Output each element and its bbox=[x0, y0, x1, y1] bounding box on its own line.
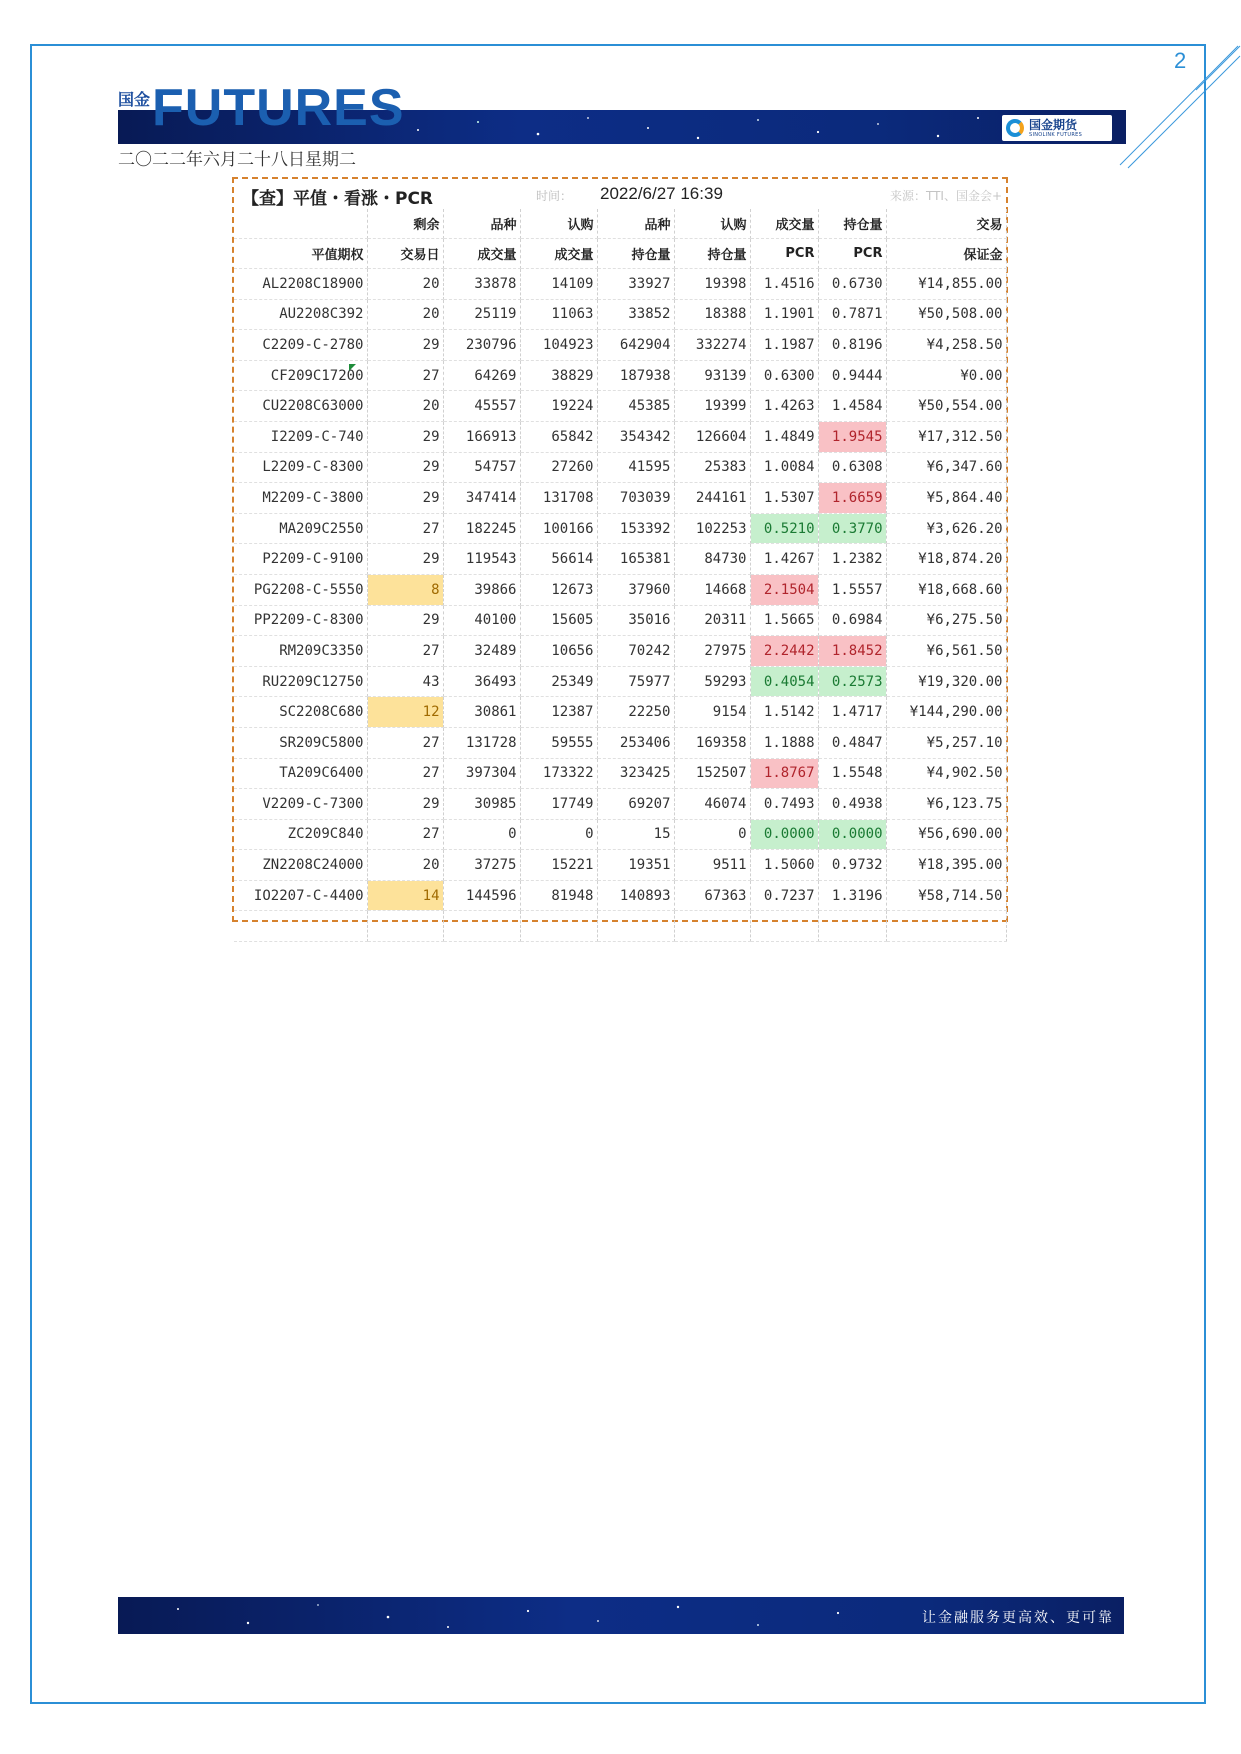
column-header: 认购 bbox=[674, 209, 750, 239]
empty-cell bbox=[818, 911, 886, 942]
column-header: 认购 bbox=[520, 209, 597, 239]
open-interest-cell: 323425 bbox=[597, 758, 674, 789]
open-interest-cell: 153392 bbox=[597, 513, 674, 544]
time-value: 2022/6/27 16:39 bbox=[600, 184, 723, 203]
table-row bbox=[234, 544, 1006, 575]
column-header bbox=[234, 209, 367, 239]
call-volume-cell: 104923 bbox=[520, 330, 597, 361]
remaining-days-cell: 29 bbox=[367, 789, 443, 820]
company-logo-cn: 国金期货 bbox=[1029, 117, 1078, 132]
option-code-cell: P2209-C-9100 bbox=[234, 544, 367, 575]
company-logo bbox=[1002, 115, 1112, 141]
volume-pcr-cell: 0.6300 bbox=[750, 360, 818, 391]
volume-pcr-cell: 2.1504 bbox=[750, 574, 818, 605]
remaining-days-cell: 8 bbox=[367, 574, 443, 605]
remaining-days-cell: 43 bbox=[367, 666, 443, 697]
option-code-cell: RU2209C12750 bbox=[234, 666, 367, 697]
call-volume-cell: 10656 bbox=[520, 636, 597, 667]
volume-cell: 45557 bbox=[443, 391, 520, 422]
volume-cell: 33878 bbox=[443, 269, 520, 300]
option-code-cell: V2209-C-7300 bbox=[234, 789, 367, 820]
column-header: 平值期权 bbox=[234, 239, 367, 269]
open-interest-cell: 75977 bbox=[597, 666, 674, 697]
source-text: 来源：TTI、国金会+ bbox=[889, 189, 1002, 203]
table-row bbox=[234, 269, 1006, 300]
open-interest-cell: 22250 bbox=[597, 697, 674, 728]
table-row bbox=[234, 391, 1006, 422]
call-volume-cell: 14109 bbox=[520, 269, 597, 300]
call-open-interest-cell: 19399 bbox=[674, 391, 750, 422]
open-interest-cell: 33852 bbox=[597, 299, 674, 330]
remaining-days-cell: 29 bbox=[367, 421, 443, 452]
table-row bbox=[234, 789, 1006, 820]
column-header: 持仓量 bbox=[818, 209, 886, 239]
column-header: 成交量 bbox=[520, 239, 597, 269]
option-code-cell: RM209C3350 bbox=[234, 636, 367, 667]
call-volume-cell: 38829 bbox=[520, 360, 597, 391]
call-volume-cell: 56614 bbox=[520, 544, 597, 575]
table-row bbox=[234, 513, 1006, 544]
open-interest-cell: 642904 bbox=[597, 330, 674, 361]
call-volume-cell: 27260 bbox=[520, 452, 597, 483]
table-row bbox=[234, 421, 1006, 452]
open-interest-cell: 69207 bbox=[597, 789, 674, 820]
volume-pcr-cell: 0.7237 bbox=[750, 880, 818, 911]
empty-cell bbox=[520, 911, 597, 942]
call-volume-cell: 15605 bbox=[520, 605, 597, 636]
oi-pcr-cell: 0.6730 bbox=[818, 269, 886, 300]
volume-cell: 36493 bbox=[443, 666, 520, 697]
volume-pcr-cell: 1.8767 bbox=[750, 758, 818, 789]
oi-pcr-cell: 0.6984 bbox=[818, 605, 886, 636]
volume-pcr-cell: 1.5665 bbox=[750, 605, 818, 636]
margin-cell: ¥5,257.10 bbox=[886, 727, 1006, 758]
call-open-interest-cell: 20311 bbox=[674, 605, 750, 636]
option-code-cell: I2209-C-740 bbox=[234, 421, 367, 452]
volume-pcr-cell: 1.4849 bbox=[750, 421, 818, 452]
table-row bbox=[234, 330, 1006, 361]
oi-pcr-cell: 0.8196 bbox=[818, 330, 886, 361]
volume-pcr-cell: 1.1888 bbox=[750, 727, 818, 758]
margin-cell: ¥6,123.75 bbox=[886, 789, 1006, 820]
table-row bbox=[234, 483, 1006, 514]
remaining-days-cell: 29 bbox=[367, 544, 443, 575]
option-code-cell: PG2208-C-5550 bbox=[234, 574, 367, 605]
column-header: 品种 bbox=[597, 209, 674, 239]
volume-cell: 347414 bbox=[443, 483, 520, 514]
call-open-interest-cell: 67363 bbox=[674, 880, 750, 911]
table-row bbox=[234, 605, 1006, 636]
table-row bbox=[234, 452, 1006, 483]
table-row bbox=[234, 636, 1006, 667]
empty-cell bbox=[234, 911, 367, 942]
remaining-days-cell: 20 bbox=[367, 269, 443, 300]
brand-cn-line1: 国金 bbox=[118, 90, 151, 109]
open-interest-cell: 187938 bbox=[597, 360, 674, 391]
volume-pcr-cell: 0.5210 bbox=[750, 513, 818, 544]
call-open-interest-cell: 46074 bbox=[674, 789, 750, 820]
header-row-2 bbox=[234, 239, 1006, 269]
option-code-cell: TA209C6400 bbox=[234, 758, 367, 789]
oi-pcr-cell: 1.5548 bbox=[818, 758, 886, 789]
call-volume-cell: 65842 bbox=[520, 421, 597, 452]
sheet-header bbox=[234, 179, 1006, 209]
open-interest-cell: 253406 bbox=[597, 727, 674, 758]
volume-cell: 64269 bbox=[443, 360, 520, 391]
remaining-days-cell: 20 bbox=[367, 850, 443, 881]
volume-pcr-cell: 1.5142 bbox=[750, 697, 818, 728]
table-row bbox=[234, 819, 1006, 850]
column-header: PCR bbox=[818, 239, 886, 269]
table-row bbox=[234, 299, 1006, 330]
oi-pcr-cell: 0.4847 bbox=[818, 727, 886, 758]
margin-cell: ¥6,275.50 bbox=[886, 605, 1006, 636]
open-interest-cell: 165381 bbox=[597, 544, 674, 575]
volume-pcr-cell: 1.4267 bbox=[750, 544, 818, 575]
volume-cell: 30985 bbox=[443, 789, 520, 820]
volume-cell: 25119 bbox=[443, 299, 520, 330]
margin-cell: ¥144,290.00 bbox=[886, 697, 1006, 728]
call-volume-cell: 25349 bbox=[520, 666, 597, 697]
oi-pcr-cell: 0.4938 bbox=[818, 789, 886, 820]
empty-cell bbox=[750, 911, 818, 942]
margin-cell: ¥0.00 bbox=[886, 360, 1006, 391]
call-open-interest-cell: 9154 bbox=[674, 697, 750, 728]
footer-slogan: 让金融服务更高效、更可靠 bbox=[922, 1610, 1114, 1626]
oi-pcr-cell: 0.9444 bbox=[818, 360, 886, 391]
margin-cell: ¥19,320.00 bbox=[886, 666, 1006, 697]
remaining-days-cell: 27 bbox=[367, 360, 443, 391]
column-header: 交易 bbox=[886, 209, 1006, 239]
empty-cell bbox=[886, 911, 1006, 942]
margin-cell: ¥18,874.20 bbox=[886, 544, 1006, 575]
remaining-days-cell: 27 bbox=[367, 636, 443, 667]
call-open-interest-cell: 244161 bbox=[674, 483, 750, 514]
call-volume-cell: 81948 bbox=[520, 880, 597, 911]
empty-cell bbox=[443, 911, 520, 942]
volume-cell: 37275 bbox=[443, 850, 520, 881]
option-code-cell: ZN2208C24000 bbox=[234, 850, 367, 881]
oi-pcr-cell: 1.3196 bbox=[818, 880, 886, 911]
margin-cell: ¥4,902.50 bbox=[886, 758, 1006, 789]
brand-futures-wordmark: FUTURES bbox=[152, 79, 405, 137]
volume-cell: 32489 bbox=[443, 636, 520, 667]
option-code-cell: L2209-C-8300 bbox=[234, 452, 367, 483]
open-interest-cell: 70242 bbox=[597, 636, 674, 667]
column-header: 交易日 bbox=[367, 239, 443, 269]
call-open-interest-cell: 14668 bbox=[674, 574, 750, 605]
table-row bbox=[234, 574, 1006, 605]
volume-cell: 166913 bbox=[443, 421, 520, 452]
option-code-cell: CU2208C63000 bbox=[234, 391, 367, 422]
margin-cell: ¥4,258.50 bbox=[886, 330, 1006, 361]
call-volume-cell: 17749 bbox=[520, 789, 597, 820]
call-volume-cell: 173322 bbox=[520, 758, 597, 789]
option-code-cell: C2209-C-2780 bbox=[234, 330, 367, 361]
open-interest-cell: 37960 bbox=[597, 574, 674, 605]
call-volume-cell: 0 bbox=[520, 819, 597, 850]
margin-cell: ¥14,855.00 bbox=[886, 269, 1006, 300]
sheet-title: 【查】平值・看涨・PCR bbox=[242, 189, 434, 209]
footer-band bbox=[118, 1597, 1124, 1634]
empty-cell bbox=[367, 911, 443, 942]
call-open-interest-cell: 18388 bbox=[674, 299, 750, 330]
time-label: 时间： bbox=[536, 189, 573, 203]
oi-pcr-cell: 1.2382 bbox=[818, 544, 886, 575]
open-interest-cell: 15 bbox=[597, 819, 674, 850]
option-code-cell: CF209C17200 bbox=[234, 360, 367, 391]
call-open-interest-cell: 84730 bbox=[674, 544, 750, 575]
table-row bbox=[234, 758, 1006, 789]
table-row bbox=[234, 666, 1006, 697]
open-interest-cell: 45385 bbox=[597, 391, 674, 422]
margin-cell: ¥3,626.20 bbox=[886, 513, 1006, 544]
open-interest-cell: 140893 bbox=[597, 880, 674, 911]
remaining-days-cell: 29 bbox=[367, 605, 443, 636]
table-row bbox=[234, 727, 1006, 758]
volume-pcr-cell: 0.4054 bbox=[750, 666, 818, 697]
open-interest-cell: 41595 bbox=[597, 452, 674, 483]
pcr-table bbox=[234, 209, 1007, 942]
column-header: 成交量 bbox=[443, 239, 520, 269]
column-header: 保证金 bbox=[886, 239, 1006, 269]
oi-pcr-cell: 0.3770 bbox=[818, 513, 886, 544]
volume-cell: 182245 bbox=[443, 513, 520, 544]
remaining-days-cell: 29 bbox=[367, 330, 443, 361]
call-volume-cell: 100166 bbox=[520, 513, 597, 544]
remaining-days-cell: 27 bbox=[367, 819, 443, 850]
empty-cell bbox=[597, 911, 674, 942]
option-code-cell: AU2208C392 bbox=[234, 299, 367, 330]
option-code-cell: M2209-C-3800 bbox=[234, 483, 367, 514]
margin-cell: ¥50,508.00 bbox=[886, 299, 1006, 330]
company-logo-en: SINOLINK FUTURES bbox=[1029, 131, 1083, 138]
remaining-days-cell: 12 bbox=[367, 697, 443, 728]
remaining-days-cell: 14 bbox=[367, 880, 443, 911]
call-volume-cell: 131708 bbox=[520, 483, 597, 514]
oi-pcr-cell: 1.6659 bbox=[818, 483, 886, 514]
margin-cell: ¥18,395.00 bbox=[886, 850, 1006, 881]
oi-pcr-cell: 0.2573 bbox=[818, 666, 886, 697]
report-date: 二〇二二年六月二十八日星期二 bbox=[118, 150, 356, 170]
volume-cell: 144596 bbox=[443, 880, 520, 911]
call-volume-cell: 15221 bbox=[520, 850, 597, 881]
oi-pcr-cell: 0.9732 bbox=[818, 850, 886, 881]
volume-cell: 119543 bbox=[443, 544, 520, 575]
remaining-days-cell: 29 bbox=[367, 483, 443, 514]
remaining-days-cell: 27 bbox=[367, 727, 443, 758]
call-open-interest-cell: 93139 bbox=[674, 360, 750, 391]
margin-cell: ¥17,312.50 bbox=[886, 421, 1006, 452]
volume-pcr-cell: 1.1987 bbox=[750, 330, 818, 361]
volume-cell: 39866 bbox=[443, 574, 520, 605]
margin-cell: ¥5,864.40 bbox=[886, 483, 1006, 514]
volume-pcr-cell: 1.0084 bbox=[750, 452, 818, 483]
table-row bbox=[234, 697, 1006, 728]
table-row bbox=[234, 850, 1006, 881]
remaining-days-cell: 29 bbox=[367, 452, 443, 483]
margin-cell: ¥6,561.50 bbox=[886, 636, 1006, 667]
empty-row bbox=[234, 911, 1006, 942]
volume-pcr-cell: 1.1901 bbox=[750, 299, 818, 330]
call-open-interest-cell: 25383 bbox=[674, 452, 750, 483]
oi-pcr-cell: 1.4717 bbox=[818, 697, 886, 728]
remaining-days-cell: 20 bbox=[367, 299, 443, 330]
comment-marker-icon bbox=[349, 364, 356, 371]
remaining-days-cell: 27 bbox=[367, 513, 443, 544]
call-open-interest-cell: 332274 bbox=[674, 330, 750, 361]
empty-cell bbox=[674, 911, 750, 942]
column-header: 品种 bbox=[443, 209, 520, 239]
call-open-interest-cell: 169358 bbox=[674, 727, 750, 758]
volume-cell: 230796 bbox=[443, 330, 520, 361]
oi-pcr-cell: 1.4584 bbox=[818, 391, 886, 422]
oi-pcr-cell: 0.7871 bbox=[818, 299, 886, 330]
margin-cell: ¥18,668.60 bbox=[886, 574, 1006, 605]
margin-cell: ¥50,554.00 bbox=[886, 391, 1006, 422]
call-open-interest-cell: 9511 bbox=[674, 850, 750, 881]
option-code-cell: AL2208C18900 bbox=[234, 269, 367, 300]
call-volume-cell: 19224 bbox=[520, 391, 597, 422]
open-interest-cell: 33927 bbox=[597, 269, 674, 300]
call-volume-cell: 11063 bbox=[520, 299, 597, 330]
corner-decoration bbox=[1110, 40, 1241, 180]
volume-pcr-cell: 1.5307 bbox=[750, 483, 818, 514]
open-interest-cell: 703039 bbox=[597, 483, 674, 514]
header-row-1 bbox=[234, 209, 1006, 239]
volume-cell: 40100 bbox=[443, 605, 520, 636]
volume-pcr-cell: 1.5060 bbox=[750, 850, 818, 881]
option-code-cell: IO2207-C-4400 bbox=[234, 880, 367, 911]
column-header: 成交量 bbox=[750, 209, 818, 239]
call-open-interest-cell: 0 bbox=[674, 819, 750, 850]
column-header: 剩余 bbox=[367, 209, 443, 239]
volume-pcr-cell: 1.4263 bbox=[750, 391, 818, 422]
volume-cell: 0 bbox=[443, 819, 520, 850]
call-open-interest-cell: 27975 bbox=[674, 636, 750, 667]
oi-pcr-cell: 0.0000 bbox=[818, 819, 886, 850]
open-interest-cell: 354342 bbox=[597, 421, 674, 452]
remaining-days-cell: 27 bbox=[367, 758, 443, 789]
oi-pcr-cell: 1.9545 bbox=[818, 421, 886, 452]
call-volume-cell: 12387 bbox=[520, 697, 597, 728]
margin-cell: ¥56,690.00 bbox=[886, 819, 1006, 850]
volume-pcr-cell: 0.7493 bbox=[750, 789, 818, 820]
call-open-interest-cell: 152507 bbox=[674, 758, 750, 789]
remaining-days-cell: 20 bbox=[367, 391, 443, 422]
volume-cell: 30861 bbox=[443, 697, 520, 728]
call-open-interest-cell: 19398 bbox=[674, 269, 750, 300]
oi-pcr-cell: 0.6308 bbox=[818, 452, 886, 483]
option-code-cell: SR209C5800 bbox=[234, 727, 367, 758]
option-code-cell: PP2209-C-8300 bbox=[234, 605, 367, 636]
volume-pcr-cell: 1.4516 bbox=[750, 269, 818, 300]
call-open-interest-cell: 102253 bbox=[674, 513, 750, 544]
column-header: 持仓量 bbox=[674, 239, 750, 269]
table-row bbox=[234, 880, 1006, 911]
column-header: 持仓量 bbox=[597, 239, 674, 269]
option-code-cell: SC2208C680 bbox=[234, 697, 367, 728]
call-open-interest-cell: 126604 bbox=[674, 421, 750, 452]
call-volume-cell: 59555 bbox=[520, 727, 597, 758]
call-volume-cell: 12673 bbox=[520, 574, 597, 605]
oi-pcr-cell: 1.5557 bbox=[818, 574, 886, 605]
page-number: 2 bbox=[1174, 48, 1187, 73]
column-header: PCR bbox=[750, 239, 818, 269]
volume-cell: 131728 bbox=[443, 727, 520, 758]
oi-pcr-cell: 1.8452 bbox=[818, 636, 886, 667]
open-interest-cell: 35016 bbox=[597, 605, 674, 636]
margin-cell: ¥58,714.50 bbox=[886, 880, 1006, 911]
volume-cell: 54757 bbox=[443, 452, 520, 483]
open-interest-cell: 19351 bbox=[597, 850, 674, 881]
option-code-cell: MA209C2550 bbox=[234, 513, 367, 544]
call-open-interest-cell: 59293 bbox=[674, 666, 750, 697]
volume-pcr-cell: 0.0000 bbox=[750, 819, 818, 850]
pcr-spreadsheet bbox=[232, 177, 1008, 922]
option-code-cell: ZC209C840 bbox=[234, 819, 367, 850]
company-logo-icon bbox=[1006, 119, 1024, 137]
volume-cell: 397304 bbox=[443, 758, 520, 789]
volume-pcr-cell: 2.2442 bbox=[750, 636, 818, 667]
margin-cell: ¥6,347.60 bbox=[886, 452, 1006, 483]
